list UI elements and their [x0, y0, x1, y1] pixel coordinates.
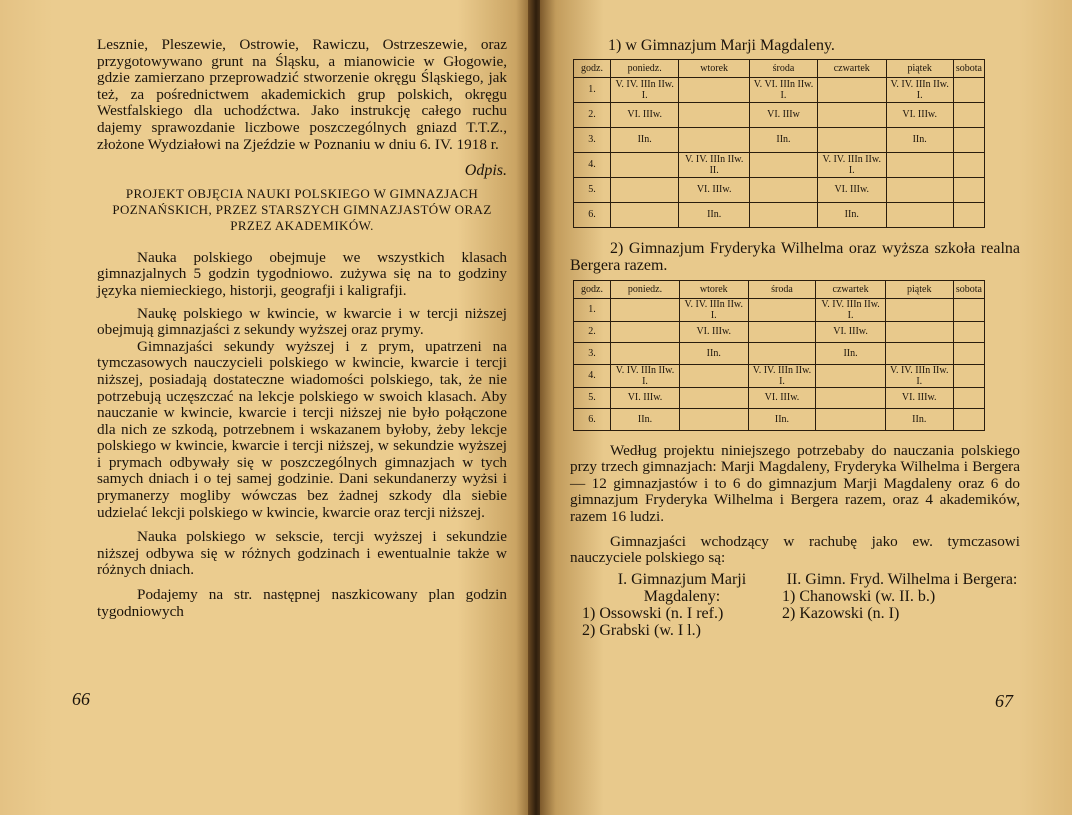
- teacher-list-2-item: 2) Kazowski (n. I): [782, 604, 900, 622]
- table1-cell: V. IV. IIIn IIw. II.: [679, 152, 750, 177]
- table1-cell: [749, 202, 817, 227]
- paragraph-4: Nauka polskiego w sekscie, tercji wyższej i sekundzie niższej odbywa się w różnych godzinach i ewentualnie także w różnych dniach.: [97, 528, 507, 579]
- table2-cell: [953, 409, 984, 431]
- table2-row: [574, 364, 985, 387]
- table1-cell: VI. IIIw: [749, 102, 817, 127]
- table1-hour-cell: 3.: [574, 127, 611, 152]
- table2-cell: [953, 387, 984, 409]
- table2-cell: V. IV. IIIn IIw. I.: [885, 364, 953, 387]
- table1-row: [574, 102, 985, 127]
- teacher-list-1-item: 1) Ossowski (n. I ref.): [582, 604, 724, 622]
- intro-paragraph: Lesznie, Pleszewie, Ostrowie, Rawiczu, Ostrzeszewie, oraz przygotowywano grunt na Śląsku, a mianowicie w Głogowie, gdzie zamierzano przeprowadzić stworzenie okręgu Śląskiego, jak też, za pośrednictwem akademickich grup polskich, okręgu Westfalskiego dla uchodźctwa. Jako instrukcję całego ruchu dajemy sprawozdanie liczbowe poszczególnych gniazd T.T.Z., złożone Wydziałowi na Zjeździe w Poznaniu w dniu 6. IV. 1918 r.: [97, 36, 507, 153]
- table2-row: [574, 343, 985, 365]
- table1-cell: [679, 102, 750, 127]
- teacher-lists: [570, 571, 1020, 661]
- table2-cell: [953, 321, 984, 343]
- table1-hour-cell: 1.: [574, 77, 611, 102]
- table2-cell: [748, 298, 816, 321]
- header-cell: poniedz.: [611, 59, 679, 77]
- teachers-paragraph: Gimnazjaści wchodzący w rachubę jako ew. tymczasowi nauczyciele polskiego są:: [570, 532, 1020, 567]
- table1-cell: IIn.: [817, 202, 886, 227]
- table2-cell: VI. IIIw.: [680, 321, 748, 343]
- table1-cell: [679, 77, 750, 102]
- project-paragraph: Według projektu niniejszego potrzebaby do nauczania polskiego przy trzech gimnazjach: Marji Magdaleny, Fryderyka Wilhelma i Bergera — 12 gimnazjastów i to 6 do gimnazjum Marji Magdaleny oraz 6 do gimnazjum Fryderyka Wilhelma i Bergera razem, oraz 4 akademików, razem 16 ludzi.: [570, 441, 1020, 525]
- table1-cell: [953, 77, 984, 102]
- table2-header-row: [574, 280, 985, 298]
- page-number-left: 66: [72, 689, 90, 709]
- paragraph-1: Nauka polskiego obejmuje we wszystkich klasach gimnazjalnych 5 godzin tygodniowo. zużywa się na to godziny języka niemieckiego, historji, geografji i kaligrafji.: [97, 248, 507, 299]
- table1-cell: IIn.: [749, 127, 817, 152]
- table1-cell: [611, 177, 679, 202]
- table2-cell: IIn.: [885, 409, 953, 431]
- odpis-label: Odpis.: [464, 162, 507, 180]
- table1-row: [574, 177, 985, 202]
- right-page-text: [570, 38, 1020, 661]
- teacher-list-2-item: 1) Chanowski (w. II. b.): [782, 587, 936, 605]
- header-cell: wtorek: [680, 280, 748, 298]
- table1-cell: IIn.: [611, 127, 679, 152]
- table2-hour-cell: 6.: [574, 409, 611, 431]
- table2-cell: [953, 298, 984, 321]
- table2-hour-cell: 3.: [574, 343, 611, 365]
- header-cell: środa: [749, 59, 817, 77]
- project-title: PROJEKT OBJĘCIA NAUKI POLSKIEGO W GIMNAZJACH POZNAŃSKICH, PRZEZ STARSZYCH GIMNAZJASTÓW ORAZ PRZEZ AKADEMIKÓW.: [112, 185, 492, 233]
- table2-cell: VI. IIIw.: [816, 321, 885, 343]
- table2-title: 2) Gimnazjum Fryderyka Wilhelma oraz wyższa szkoła realna Bergera razem.: [570, 239, 1020, 274]
- paragraph-2: Naukę polskiego w kwincie, w kwarcie i w tercji niższej obejmują gimnazjaści z sekundy wyższej oraz prymy.: [97, 304, 507, 339]
- table2-row: [574, 298, 985, 321]
- header-cell: godz.: [574, 59, 611, 77]
- table2-cell: [816, 364, 885, 387]
- table2-cell: V. IV. IIIn IIw. I.: [680, 298, 748, 321]
- table1-header-row: [574, 59, 985, 77]
- table1-cell: [953, 202, 984, 227]
- header-cell: poniedz.: [611, 280, 680, 298]
- table2-row: [574, 387, 985, 409]
- table1-cell: [886, 202, 953, 227]
- teacher-list-2-title: II. Gimn. Fryd. Wilhelma i Bergera:: [786, 570, 1018, 588]
- header-cell: wtorek: [679, 59, 750, 77]
- table2-cell: [611, 298, 680, 321]
- header-cell: sobota: [953, 280, 984, 298]
- table2-cell: [816, 387, 885, 409]
- left-page-text: [97, 37, 507, 620]
- table1-cell: [817, 77, 886, 102]
- table2-hour-cell: 1.: [574, 298, 611, 321]
- table1-cell: [886, 177, 953, 202]
- table1-cell: [817, 102, 886, 127]
- table2-cell: IIn.: [816, 343, 885, 365]
- paragraph-5: Podajemy na str. następnej naszkicowany plan godzin tygodniowych: [97, 586, 507, 620]
- table1-row: [574, 77, 985, 102]
- table1-cell: V. IV. IIIn IIw. I.: [817, 152, 886, 177]
- right-page: [540, 0, 1072, 815]
- left-page: [0, 0, 532, 815]
- table1-cell: VI. IIIw.: [886, 102, 953, 127]
- table2-cell: [885, 321, 953, 343]
- table1-cell: IIn.: [886, 127, 953, 152]
- teacher-list-2: [782, 571, 1022, 622]
- table2-cell: [816, 409, 885, 431]
- table2-cell: IIn.: [611, 409, 680, 431]
- table1-cell: V. VI. IIIn IIw. I.: [749, 77, 817, 102]
- table1-cell: VI. IIIw.: [611, 102, 679, 127]
- header-cell: piątek: [885, 280, 953, 298]
- header-cell: czwartek: [817, 59, 886, 77]
- table1-cell: [611, 202, 679, 227]
- schedule-table-2: [573, 280, 985, 431]
- table1-cell: [749, 177, 817, 202]
- table2-cell: [885, 343, 953, 365]
- table2-hour-cell: 4.: [574, 364, 611, 387]
- table2-cell: V. IV. IIIn IIw. I.: [611, 364, 680, 387]
- table1-row: [574, 152, 985, 177]
- table2-hour-cell: 5.: [574, 387, 611, 409]
- table1-cell: V. IV. IIIn IIw. I.: [611, 77, 679, 102]
- table1-cell: [679, 127, 750, 152]
- table2-cell: IIn.: [748, 409, 816, 431]
- header-cell: godz.: [574, 280, 611, 298]
- table2-cell: VI. IIIw.: [885, 387, 953, 409]
- table1-hour-cell: 4.: [574, 152, 611, 177]
- table2-cell: [748, 343, 816, 365]
- schedule-table-1: [573, 59, 985, 228]
- table2-cell: [611, 343, 680, 365]
- table1-row: [574, 127, 985, 152]
- table1-hour-cell: 5.: [574, 177, 611, 202]
- teacher-list-1-title: I. Gimnazjum Marji Magdaleny:: [617, 570, 747, 605]
- paragraph-3: Gimnazjaści sekundy wyższej i z prym, upatrzeni na tymczasowych nauczycieli polskiego w kwincie, kwarcie i tercji niższej, posiadają dostateczne wiadomości polskiego, tak, że nie potrzebują uczęszczać na lekcje polskiego w swoich klasach. Aby nauczanie w kwincie, kwarcie i tercji niższej nie było połączone dla nich ze szkodą, potrzebnem i wskazanem byłoby, żeby lekcje polskiego w kwincie, kwarcie i tercji niższej, w sekundzie wyższej i prymach odbywały się w poszczególnych gimnazjach w tych samych dniach i o tej samej godzinie. Dani sekundanerzy wyżsi i prymanerzy mogliby wówczas bez żadnej szkody dla siebie udzielać lekcji polskiego w kwincie, kwarcie oraz tercji niższej.: [97, 337, 507, 521]
- table2-row: [574, 321, 985, 343]
- table1-row: [574, 202, 985, 227]
- table2-hour-cell: 2.: [574, 321, 611, 343]
- header-cell: czwartek: [816, 280, 885, 298]
- header-cell: środa: [748, 280, 816, 298]
- table1-cell: VI. IIIw.: [679, 177, 750, 202]
- table1-cell: [953, 127, 984, 152]
- table1-cell: [886, 152, 953, 177]
- table2-cell: [680, 409, 748, 431]
- table1-cell: [953, 102, 984, 127]
- table2-cell: [748, 321, 816, 343]
- table1-cell: [817, 127, 886, 152]
- table1-cell: [749, 152, 817, 177]
- table2-cell: [885, 298, 953, 321]
- table2-cell: [953, 343, 984, 365]
- table1-hour-cell: 2.: [574, 102, 611, 127]
- table2-cell: V. IV. IIIn IIw. I.: [748, 364, 816, 387]
- page-number-right: 67: [995, 691, 1013, 711]
- table2-cell: [611, 321, 680, 343]
- table1-cell: V. IV. IIIn IIw. I.: [886, 77, 953, 102]
- table1-cell: [953, 152, 984, 177]
- table1-cell: [611, 152, 679, 177]
- table2-cell: [680, 364, 748, 387]
- header-cell: piątek: [886, 59, 953, 77]
- teacher-list-1-item: 2) Grabski (w. I l.): [582, 621, 701, 639]
- table2-cell: [953, 364, 984, 387]
- table2-row: [574, 409, 985, 431]
- teacher-list-1: [582, 571, 782, 639]
- table2-cell: [680, 387, 748, 409]
- table1-title: 1) w Gimnazjum Marji Magdaleny.: [608, 37, 835, 54]
- table2-cell: V. IV. IIIn IIw. I.: [816, 298, 885, 321]
- table1-cell: [953, 177, 984, 202]
- table2-cell: VI. IIIw.: [748, 387, 816, 409]
- table1-cell: IIn.: [679, 202, 750, 227]
- table1-hour-cell: 6.: [574, 202, 611, 227]
- table1-cell: VI. IIIw.: [817, 177, 886, 202]
- table2-cell: IIn.: [680, 343, 748, 365]
- table2-cell: VI. IIIw.: [611, 387, 680, 409]
- header-cell: sobota: [953, 59, 984, 77]
